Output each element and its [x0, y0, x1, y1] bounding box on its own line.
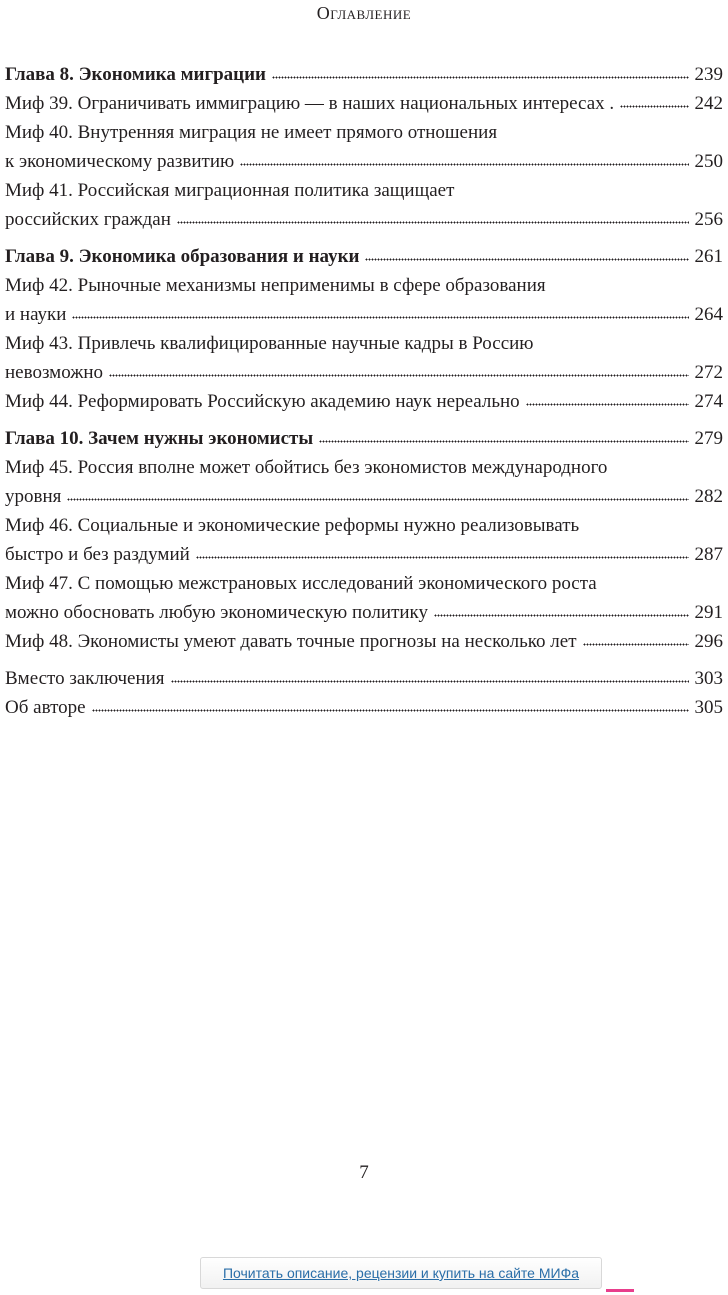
toc-entry[interactable] — [5, 387, 723, 416]
toc-entry-line — [5, 424, 723, 453]
toc-entry-line — [5, 89, 723, 118]
dot-leader — [67, 484, 688, 502]
toc-group — [5, 242, 723, 416]
dot-leader — [434, 600, 688, 618]
toc-group — [5, 60, 723, 234]
toc-page-number: 282 — [694, 486, 723, 507]
toc-entry[interactable] — [5, 511, 723, 569]
toc-entry-title-line: Миф 40. Внутренняя миграция не имеет прямого отношения — [5, 122, 498, 143]
toc-chapter-entry[interactable] — [5, 242, 723, 271]
toc-entry-line — [5, 60, 723, 89]
toc-entry-title-line: Миф 45. Россия вполне может обойтись без экономистов международного — [5, 457, 608, 478]
dot-leader — [196, 542, 689, 560]
toc-group — [5, 424, 723, 656]
toc-entry[interactable] — [5, 693, 723, 722]
dot-leader — [240, 149, 688, 167]
toc-entry-title: можно обосновать любую экономическую политику — [5, 602, 429, 623]
toc-entry-line — [5, 482, 723, 511]
toc-entry-line — [5, 205, 723, 234]
dot-leader — [319, 426, 688, 444]
dot-leader — [177, 207, 689, 225]
toc-entry-line — [5, 358, 723, 387]
toc-entry[interactable] — [5, 118, 723, 176]
toc-entry-line — [5, 540, 723, 569]
toc-page-number: 239 — [694, 64, 723, 85]
toc-entry-title: Об авторе — [5, 697, 86, 718]
toc-entry-title-line: Миф 41. Российская миграционная политика защищает — [5, 180, 455, 201]
toc-entry-title-line: Миф 47. С помощью межстрановых исследований экономического роста — [5, 573, 597, 594]
toc-entry-line — [5, 242, 723, 271]
toc-entry-title: невозможно — [5, 362, 104, 383]
toc-entry[interactable] — [5, 569, 723, 627]
toc-entry[interactable] — [5, 89, 723, 118]
toc-entry-line — [5, 693, 723, 722]
toc-entry-title: быстро и без раздумий — [5, 544, 190, 565]
toc-page-number: 296 — [694, 631, 723, 652]
toc-entry[interactable] — [5, 271, 723, 329]
toc-entry-line — [5, 387, 723, 416]
toc-page-number: 274 — [694, 391, 723, 412]
toc-entry-title: российских граждан — [5, 209, 171, 230]
toc-entry-title: Глава 10. Зачем нужны экономисты — [5, 428, 314, 449]
toc-entry-title: к экономическому развитию — [5, 151, 235, 172]
toc-entry[interactable] — [5, 176, 723, 234]
toc-entry-line — [5, 147, 723, 176]
promo-accent-bar — [606, 1289, 634, 1292]
dot-leader — [526, 389, 689, 407]
toc-entry-title: Миф 44. Реформировать Российскую академию наук нереально — [5, 391, 520, 412]
toc-entry-line — [5, 664, 723, 693]
page-header-title: Оглавление — [316, 3, 412, 23]
toc-entry-title: и науки — [5, 304, 67, 325]
toc-entry[interactable] — [5, 329, 723, 387]
toc-entry-title: Миф 39. Ограничивать иммиграцию — в наших национальных интересах . — [5, 93, 615, 114]
toc-entry-title: Глава 9. Экономика образования и науки — [5, 246, 360, 267]
toc-entry-line — [5, 598, 723, 627]
dot-leader — [272, 62, 688, 80]
toc-entry-title: Глава 8. Экономика миграции — [5, 64, 267, 85]
toc-entry[interactable] — [5, 664, 723, 693]
toc-entry-title-line: Миф 43. Привлечь квалифицированные научные кадры в Россию — [5, 333, 534, 354]
toc-chapter-entry[interactable] — [5, 424, 723, 453]
buy-on-site-link[interactable]: Почитать описание, рецензии и купить на сайте МИФа — [200, 1257, 602, 1289]
dot-leader — [92, 695, 689, 713]
dot-leader — [171, 666, 689, 684]
toc-chapter-entry[interactable] — [5, 60, 723, 89]
toc-page-number: 272 — [694, 362, 723, 383]
dot-leader — [620, 91, 688, 109]
dot-leader — [72, 302, 688, 320]
toc-page-number: 279 — [694, 428, 723, 449]
toc-entry-line — [5, 627, 723, 656]
toc-entry[interactable] — [5, 627, 723, 656]
toc-page-number: 305 — [694, 697, 723, 718]
table-of-contents — [5, 60, 723, 730]
toc-entry-title: Вместо заключения — [5, 668, 165, 689]
toc-page-number: 261 — [694, 246, 723, 267]
toc-page-number: 264 — [694, 304, 723, 325]
dot-leader — [583, 629, 689, 647]
toc-page-number: 303 — [694, 668, 723, 689]
toc-page-number: 242 — [694, 93, 723, 114]
toc-page-number: 256 — [694, 209, 723, 230]
toc-entry-line — [5, 300, 723, 329]
toc-entry-title-line: Миф 42. Рыночные механизмы неприменимы в сфере образования — [5, 275, 546, 296]
dot-leader — [365, 244, 688, 262]
toc-entry-title: Миф 48. Экономисты умеют давать точные прогнозы на несколько лет — [5, 631, 577, 652]
page-number: 7 — [359, 1162, 369, 1183]
toc-entry[interactable] — [5, 453, 723, 511]
toc-page-number: 291 — [694, 602, 723, 623]
toc-group — [5, 664, 723, 722]
toc-page-number: 287 — [694, 544, 723, 565]
toc-entry-title-line: Миф 46. Социальные и экономические реформы нужно реализовывать — [5, 515, 580, 536]
toc-entry-title: уровня — [5, 486, 62, 507]
dot-leader — [109, 360, 688, 378]
toc-page-number: 250 — [694, 151, 723, 172]
